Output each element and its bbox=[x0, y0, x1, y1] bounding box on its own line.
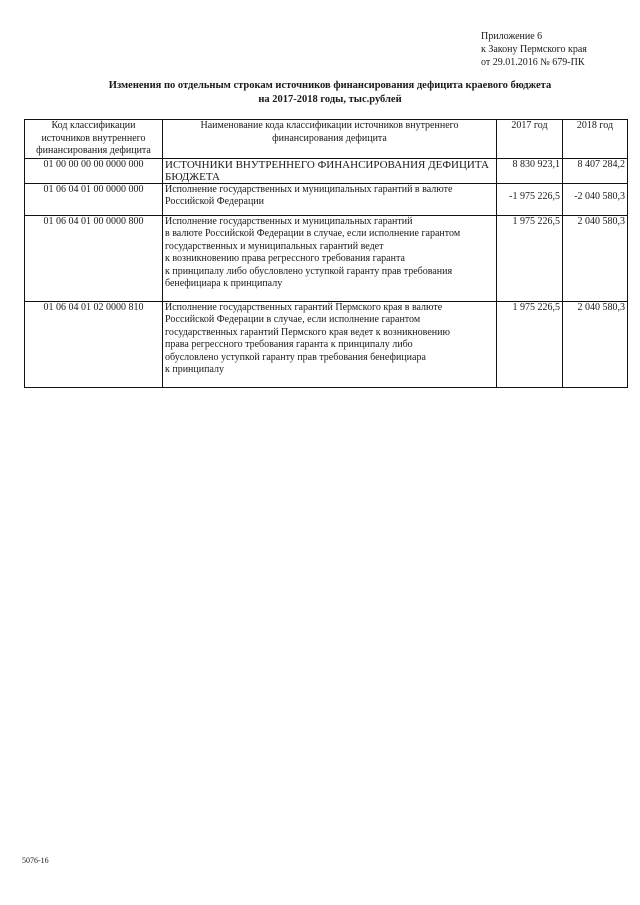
header-code-line: источников внутреннего bbox=[41, 132, 146, 144]
header-name-line: финансирования дефицита bbox=[272, 132, 387, 144]
row-name-line: права регрессного требования гаранта к принципалу либо bbox=[165, 339, 413, 350]
document-title bbox=[70, 79, 590, 107]
row-name-line: Российской Федерации в случае, если исполнение гарантом bbox=[165, 314, 421, 325]
table-row bbox=[25, 215, 628, 301]
table-row bbox=[25, 183, 628, 215]
appendix-line: Приложение 6 bbox=[481, 31, 543, 42]
row-value-2018: 8 407 284,2 bbox=[563, 158, 628, 183]
financing-table bbox=[24, 119, 628, 388]
row-name-line: обусловлено уступкой гаранту прав требования бенефициара bbox=[165, 351, 426, 363]
row-name-line: Исполнение государственных гарантий Пермского края в валюте bbox=[165, 301, 443, 313]
row-code: 01 06 04 01 00 0000 000 bbox=[25, 183, 163, 215]
row-value-2018: -2 040 580,3 bbox=[563, 183, 628, 215]
row-value-2017: 8 830 923,1 bbox=[497, 158, 563, 183]
row-code: 01 06 04 01 02 0000 810 bbox=[25, 301, 163, 387]
table-row bbox=[25, 301, 628, 387]
appendix-note bbox=[481, 30, 587, 69]
row-code: 01 06 04 01 00 0000 800 bbox=[25, 215, 163, 301]
row-name-line: ИСТОЧНИКИ ВНУТРЕННЕГО ФИНАНСИРОВАНИЯ ДЕФИЦИТА bbox=[165, 158, 489, 171]
row-value-2017: 1 975 226,5 bbox=[497, 301, 563, 387]
appendix-line: к Закону Пермского края bbox=[481, 44, 587, 55]
document-code: 5076-16 bbox=[22, 856, 49, 865]
header-2018: 2018 год bbox=[563, 120, 628, 159]
row-value-2017: -1 975 226,5 bbox=[497, 183, 563, 215]
row-value-2018: 2 040 580,3 bbox=[563, 301, 628, 387]
header-code-line: финансирования дефицита bbox=[36, 145, 151, 156]
row-name-line: Российской Федерации bbox=[165, 196, 265, 207]
row-name-line: к принципалу либо обусловлено уступкой гаранту прав требования bbox=[165, 265, 453, 277]
header-2017: 2017 год bbox=[497, 120, 563, 159]
row-name bbox=[163, 301, 497, 387]
table-header-row bbox=[25, 120, 628, 159]
header-code bbox=[25, 120, 163, 159]
row-value-2018: 2 040 580,3 bbox=[563, 215, 628, 301]
header-code-line: Код классификации bbox=[51, 120, 136, 131]
table-row bbox=[25, 158, 628, 183]
row-name-line: государственных и муниципальных гарантий ведет bbox=[165, 240, 384, 252]
row-name-line: Исполнение государственных и муниципальных гарантий в валюте bbox=[165, 183, 453, 195]
row-code: 01 00 00 00 00 0000 000 bbox=[25, 158, 163, 183]
header-name-line: Наименование кода классификации источников внутреннего bbox=[200, 120, 459, 131]
row-name-line: государственных гарантий Пермского края ведет к возникновению bbox=[165, 326, 450, 338]
row-name bbox=[163, 215, 497, 301]
row-name bbox=[163, 158, 497, 183]
row-name-line: Исполнение государственных и муниципальных гарантий bbox=[165, 215, 413, 227]
title-line: на 2017-2018 годы, тыс.рублей bbox=[258, 94, 402, 105]
header-name bbox=[163, 120, 497, 159]
row-value-2017: 1 975 226,5 bbox=[497, 215, 563, 301]
row-name-line: бенефициара к принципалу bbox=[165, 278, 283, 289]
row-name-line: в валюте Российской Федерации в случае, если исполнение гарантом bbox=[165, 228, 461, 239]
row-name bbox=[163, 183, 497, 215]
row-name-line: к возникновению права регрессного требования гаранта bbox=[165, 253, 405, 264]
row-name-line: БЮДЖЕТА bbox=[165, 170, 220, 183]
appendix-line: от 29.01.2016 № 679-ПК bbox=[481, 57, 585, 68]
row-name-line: к принципалу bbox=[165, 364, 224, 375]
title-line: Изменения по отдельным строкам источников финансирования дефицита краевого бюджета bbox=[108, 80, 552, 91]
